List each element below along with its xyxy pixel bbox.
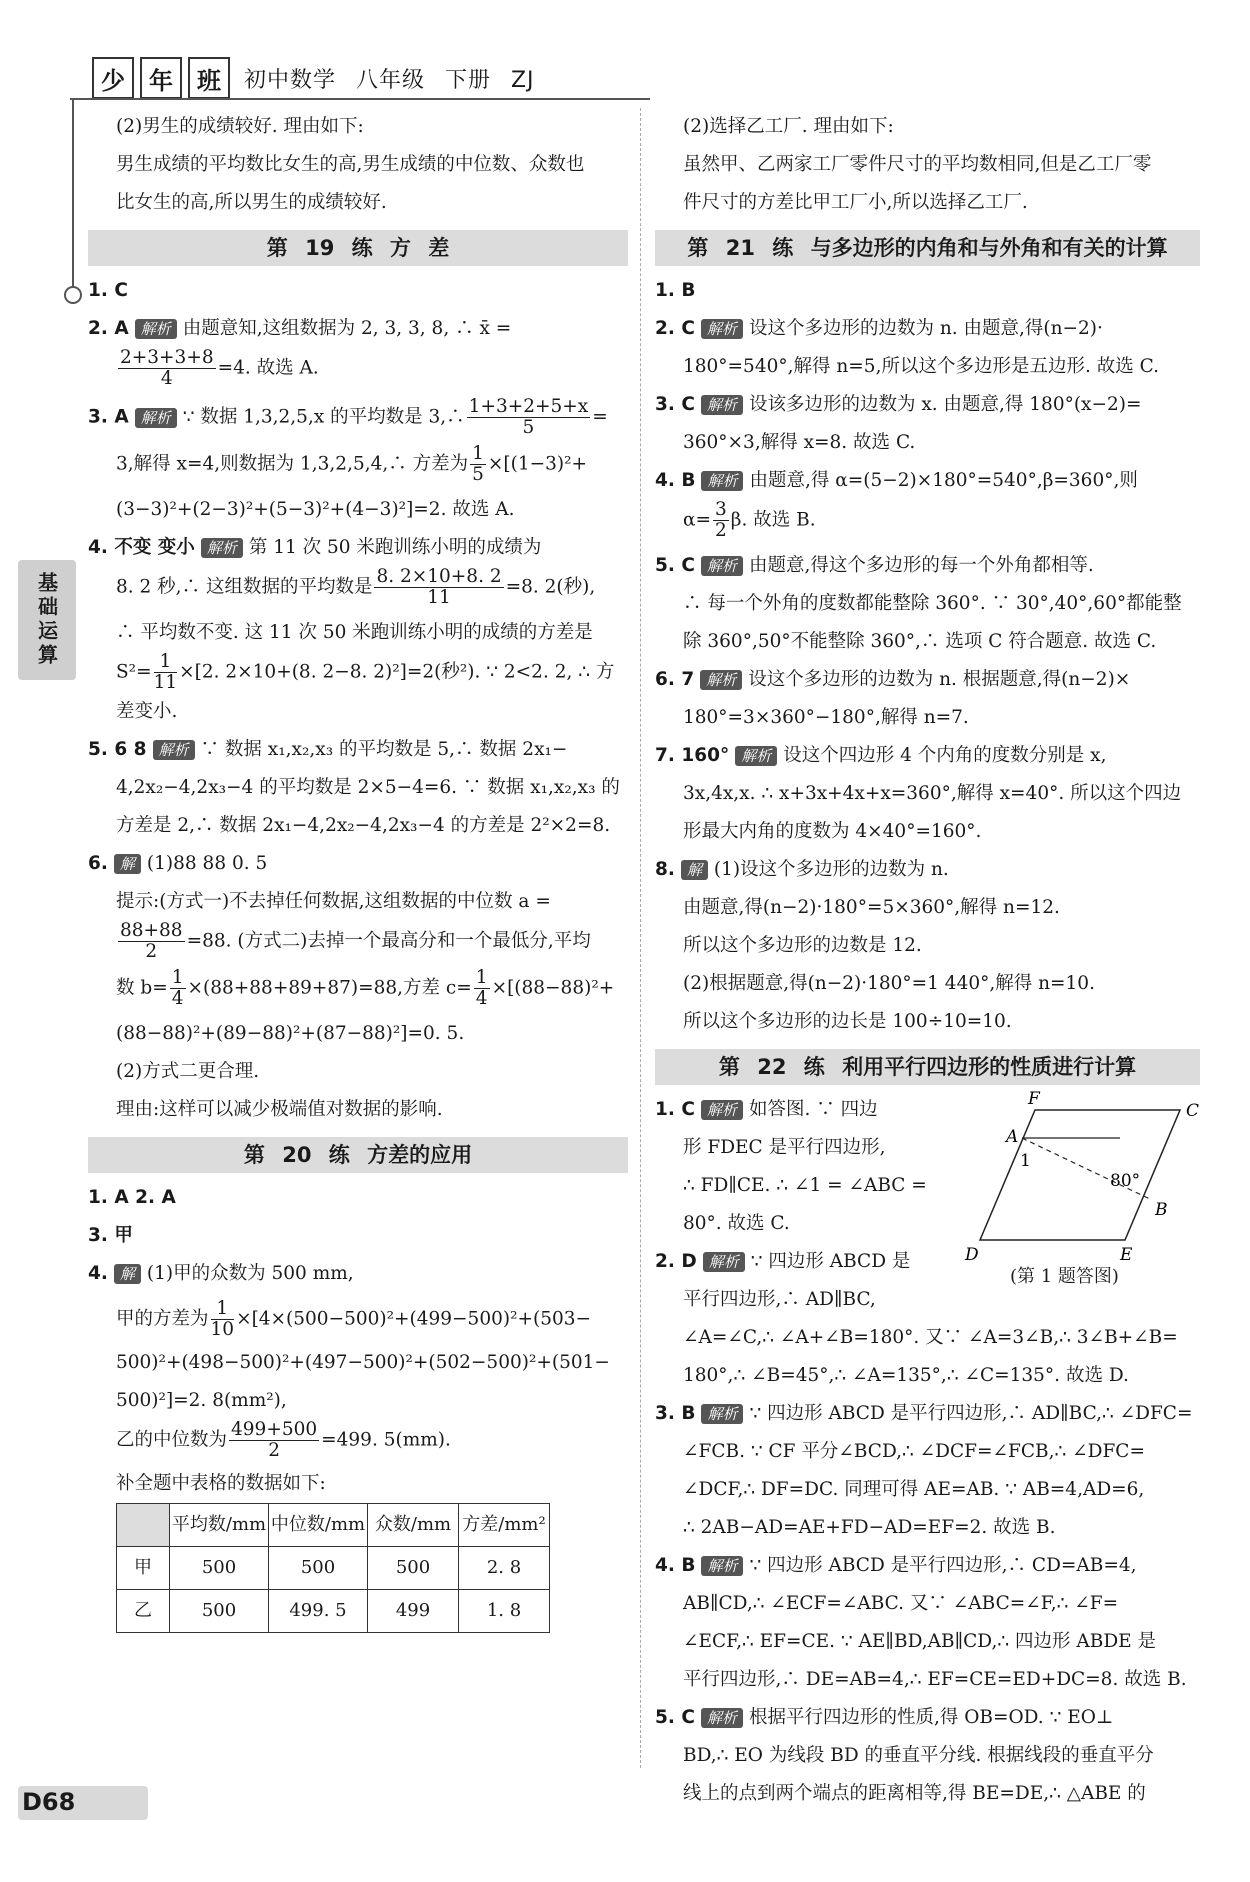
answer: 4. B [655,1555,696,1576]
table-cell: 乙 [117,1590,170,1633]
header-rule [70,98,650,100]
table-cell: 500 [368,1547,459,1590]
answer-text: ∵ 四边形 ABCD 是 [750,1251,911,1272]
header-title: 初中数学 八年级 下册 ZJ [244,67,535,93]
answer-text: ∠DCF,∴ DF=DC. 同理可得 AE=AB. ∵ AB=4,AD=6, [683,1479,1145,1500]
answer: 3. C [655,394,695,415]
label-80: 80° [1110,1171,1141,1191]
answer-text: (3−3)²+(2−3)²+(5−3)²+(4−3)²]=2. 故选 A. [116,499,515,520]
answer-text: ∴ 每一个外角的度数都能整除 360°. ∵ 30°,40°,60°都能整 [683,593,1182,614]
table-cell: 1. 8 [459,1590,550,1633]
answer-text: ∴ FD∥CE. ∴ ∠1 = ∠ABC = [683,1175,927,1196]
answer-text: ×(88+88+89+87)=88,方差 c= [187,977,472,999]
answer-text: ∵ 数据 x₁,x₂,x₃ 的平均数是 5,∴ 数据 2x₁− [200,739,568,760]
right-column [655,108,1200,1813]
page-number: D68 [22,1788,76,1816]
answer-text: ∠A=∠C,∴ ∠A+∠B=180°. 又∵ ∠A=3∠B,∴ 3∠B+∠B= [683,1327,1178,1348]
answer-text: AB∥CD,∴ ∠ECF=∠ABC. 又∵ ∠ABC=∠F,∴ ∠F= [683,1593,1119,1614]
table-cell: 甲 [117,1547,170,1590]
answer-text: 理由:这样可以减少极端值对数据的影响. [116,1099,443,1120]
answer-text: ×[4×(500−500)²+(499−500)²+(503− [236,1308,592,1330]
answer-text: 由题意,得这个多边形的每一个外角都相等. [748,555,1094,576]
answer: 1. C [88,280,128,301]
table-header: 中位数/mm [269,1504,368,1547]
answer-text: ∵ 四边形 ABCD 是平行四边形,∴ CD=AB=4, [749,1555,1137,1576]
answer-text: 乙的中位数为 [116,1429,228,1451]
answer-text: β. 故选 B. [730,509,816,531]
answer: 3. B [655,1403,696,1424]
label-d: D [965,1245,979,1265]
fraction: $\frac{1}{4}$ [171,967,184,1009]
label-angle-1: 1 [1020,1151,1031,1171]
label-e: E [1120,1245,1133,1265]
answer-text: ∵ 数据 1,3,2,5,x 的平均数是 3,∴ [182,406,465,428]
answer-text: 设这个多边形的边数为 n. 根据题意,得(n−2)× [748,669,1131,690]
answer-text: =8. 2(秒), [505,576,596,598]
analysis-tag: 解析 [701,1708,743,1728]
answer-text: 500)²+(498−500)²+(497−500)²+(502−500)²+(501− [116,1352,610,1373]
side-tab: 基础运算 [18,560,76,680]
answer: 4. 不变 变小 [88,537,195,558]
analysis-tag: 解析 [201,538,243,558]
intro-line: 比女生的高,所以男生的成绩较好. [116,192,387,213]
label-a: A [1006,1127,1019,1147]
answer-text: 甲的方差为 [116,1308,209,1330]
answer: 2. A [88,318,129,339]
answer: 2. D [655,1251,697,1272]
answer-text: ∠ECF,∴ EF=CE. ∵ AE∥BD,AB∥CD,∴ 四边形 ABDE 是 [683,1631,1157,1652]
answer-text: (88−88)²+(89−88)²+(87−88)²]=0. 5. [116,1023,465,1044]
label-c: C [1186,1101,1200,1121]
analysis-tag: 解析 [735,746,777,766]
answer-text: 500)²]=2. 8(mm²), [116,1390,287,1411]
answer-text: (2)方式二更合理. [116,1061,260,1082]
table-header: 众数/mm [368,1504,459,1547]
table-header [117,1504,170,1547]
answer: 2. C [655,318,695,339]
analysis-tag: 解析 [135,408,177,428]
answer-text: ∴ 平均数不变. 这 11 次 50 米跑训练小明的成绩的方差是 [116,622,593,643]
logo-char-3: 班 [188,57,230,99]
table-row [117,1547,550,1590]
answer-text: 形 FDEC 是平行四边形, [683,1137,886,1158]
analysis-tag: 解析 [701,395,743,415]
label-f: F [1028,1090,1040,1109]
table-cell: 499 [368,1590,459,1633]
answer-text: 360°×3,解得 x=8. 故选 C. [683,432,916,453]
answer-text: 4,2x₂−4,2x₃−4 的平均数是 2×5−4=6. ∵ 数据 x₁,x₂,x₃ 的 [116,777,620,798]
table-cell: 500 [269,1547,368,1590]
answer-text: (1)88 88 0. 5 [146,853,268,874]
table-cell: 500 [170,1590,269,1633]
answer-text: 补全题中表格的数据如下: [116,1473,326,1494]
answer-text: 除 360°,50°不能整除 360°,∴ 选项 C 符合题意. 故选 C. [683,631,1157,652]
fraction: $\frac{88+88}{2}$ [120,920,183,962]
intro-line: (2)男生的成绩较好. 理由如下: [116,116,364,137]
answer-text: ×[(1−3)²+ [487,453,588,475]
answer: 6. [88,853,108,874]
answer-text: 平行四边形,∴ AD∥BC, [683,1289,876,1310]
table-header: 平均数/mm [170,1504,269,1547]
answer-text: ×[(88−88)²+ [491,977,615,999]
answer: 3. 甲 [88,1225,133,1246]
answer-text: (2)根据题意,得(n−2)·180°=1 440°,解得 n=10. [683,973,1095,994]
column-divider [640,108,641,1768]
logo-char-1: 少 [92,57,134,99]
table-cell: 499. 5 [269,1590,368,1633]
analysis-tag: 解析 [701,471,743,491]
answer: 7. 160° [655,745,730,766]
answer-text: BD,∴ EO 为线段 BD 的垂直平分线. 根据线段的垂直平分 [683,1745,1154,1766]
left-column [88,108,628,1633]
figure-caption: (第 1 题答图) [1010,1266,1119,1287]
answer-text: = [592,406,608,428]
answer-text: ∠FCB. ∵ CF 平分∠BCD,∴ ∠DCF=∠FCB,∴ ∠DFC= [683,1441,1145,1462]
answer-text: 第 11 次 50 米跑训练小明的成绩为 [248,537,542,558]
answer-text: 数 b= [116,977,168,999]
data-table [116,1503,550,1633]
answer-text: ∵ 四边形 ABCD 是平行四边形,∴ AD∥BC,∴ ∠DFC= [749,1403,1193,1424]
fraction: $\frac{2+3+3+8}{4}$ [120,347,214,389]
section-heading-20: 第 20 练 方差的应用 [88,1137,628,1173]
answer-text: =499. 5(mm). [321,1429,451,1451]
page-header [92,56,535,100]
answer-text: 所以这个多边形的边长是 100÷10=10. [683,1011,1012,1032]
answer-text: 设这个四边形 4 个内角的度数分别是 x, [783,745,1107,766]
answer-text: =88. (方式二)去掉一个最高分和一个最低分,平均 [186,930,591,952]
answer-text: 形最大内角的度数为 4×40°=160°. [683,821,982,842]
answer: 5. 6 8 [88,739,147,760]
answer-text: 根据平行四边形的性质,得 OB=OD. ∵ EO⊥ [748,1707,1114,1728]
analysis-tag: 解析 [703,1252,745,1272]
answer-text: 180°,∴ ∠B=45°,∴ ∠A=135°,∴ ∠C=135°. 故选 D. [683,1365,1129,1386]
answer-text: ×[2. 2×10+(8. 2−8. 2)²]=2(秒²). ∵ 2<2. 2, ∴ 方 [179,661,615,683]
answer-text: 方差是 2,∴ 数据 2x₁−4,2x₂−4,2x₃−4 的方差是 2²×2=8. [116,815,611,836]
solution-tag: 解 [114,854,141,874]
fraction: $\frac{1}{11}$ [153,651,178,693]
fraction: $\frac{499+500}{2}$ [231,1419,318,1461]
answer: 5. C [655,555,695,576]
analysis-tag: 解析 [153,740,195,760]
answer-text: 如答图. ∵ 四边 [748,1099,878,1120]
answer-text: 所以这个多边形的边数是 12. [683,935,922,956]
fraction: $\frac{1}{5}$ [472,443,484,485]
analysis-tag: 解析 [701,319,743,339]
answer-text: =4. 故选 A. [217,357,319,379]
answer: 1. A 2. A [88,1187,176,1208]
answer-text: 180°=540°,解得 n=5,所以这个多边形是五边形. 故选 C. [683,356,1159,377]
answer-text: 由题意知,这组数据为 2, 3, 3, 8, ∴ x̄ = [182,318,512,339]
answer-text: 设该多边形的边数为 x. 由题意,得 180°(x−2)= [748,394,1142,415]
answer: 1. B [655,280,696,301]
answer-text: (1)甲的众数为 500 mm, [146,1263,354,1284]
section-heading-22: 第 22 练 利用平行四边形的性质进行计算 [655,1049,1200,1085]
solution-tag: 解 [681,860,708,880]
intro-line: 男生成绩的平均数比女生的高,男生成绩的中位数、众数也 [116,154,585,175]
margin-dot [64,286,82,304]
label-b: B [1155,1200,1168,1220]
answer: 6. 7 [655,669,695,690]
analysis-tag: 解析 [701,1404,743,1424]
table-row [117,1590,550,1633]
answer-text: 3x,4x,x. ∴ x+3x+4x+x=360°,解得 x=40°. 所以这个四边 [683,783,1182,804]
answer-text: 由题意,得 α=(5−2)×180°=540°,β=360°,则 [749,470,1138,491]
answer-text: 平行四边形,∴ DE=AB=4,∴ EF=CE=ED+DC=8. 故选 B. [683,1669,1187,1690]
table-header: 方差/mm² [459,1504,550,1547]
table-header-row [117,1504,550,1547]
answer-text: 提示:(方式一)不去掉任何数据,这组数据的中位数 a = [116,891,551,912]
answer-text: (1)设这个多边形的边数为 n. [713,859,949,880]
answer-text: 3,解得 x=4,则数据为 1,3,2,5,4,∴ 方差为 [116,453,469,475]
answer-text: 由题意,得(n−2)·180°=5×360°,解得 n=12. [683,897,1060,918]
analysis-tag: 解析 [701,556,743,576]
table-cell: 500 [170,1547,269,1590]
answer-text: ∴ 2AB−AD=AE+FD−AD=EF=2. 故选 B. [683,1517,1056,1538]
answer-text: 设这个多边形的边数为 n. 由题意,得(n−2)· [748,318,1103,339]
intro-line: 件尺寸的方差比甲工厂小,所以选择乙工厂. [683,192,1028,213]
answer-text: 180°=3×360°−180°,解得 n=7. [683,707,969,728]
analysis-tag: 解析 [701,1556,743,1576]
answer: 4. [88,1263,108,1284]
table-cell: 2. 8 [459,1547,550,1590]
answer-text: α= [683,509,711,531]
answer: 4. B [655,470,696,491]
answer-text: 差变小. [116,701,178,722]
analysis-tag: 解析 [701,1100,743,1120]
intro-line: 虽然甲、乙两家工厂零件尺寸的平均数相同,但是乙工厂零 [683,154,1152,175]
fraction: $\frac{1+3+2+5+x}{5}$ [468,396,589,438]
logo-char-2: 年 [140,57,182,99]
analysis-tag: 解析 [700,670,742,690]
margin-line [72,100,74,290]
fraction: $\frac{1}{10}$ [210,1298,235,1340]
intro-line: (2)选择乙工厂. 理由如下: [683,116,894,137]
answer-text: 8. 2 秒,∴ 这组数据的平均数是 [116,576,373,598]
answer-text: S²= [116,661,152,683]
fraction: $\frac{1}{4}$ [475,967,488,1009]
fraction: $\frac{3}{2}$ [715,499,727,541]
answer: 8. [655,859,675,880]
fraction: $\frac{8. 2\times 10+8. 2}{11}$ [376,566,502,608]
section-heading-19: 第 19 练 方 差 [88,230,628,266]
answer-text: 80°. 故选 C. [683,1213,790,1234]
answer: 5. C [655,1707,695,1728]
answer: 3. A [88,406,129,428]
section-heading-21: 第 21 练 与多边形的内角和与外角和有关的计算 [655,230,1200,266]
answer-text: 线上的点到两个端点的距离相等,得 BE=DE,∴ △ABE 的 [683,1783,1146,1804]
solution-tag: 解 [114,1264,141,1284]
analysis-tag: 解析 [135,319,177,339]
answer: 1. C [655,1099,695,1120]
